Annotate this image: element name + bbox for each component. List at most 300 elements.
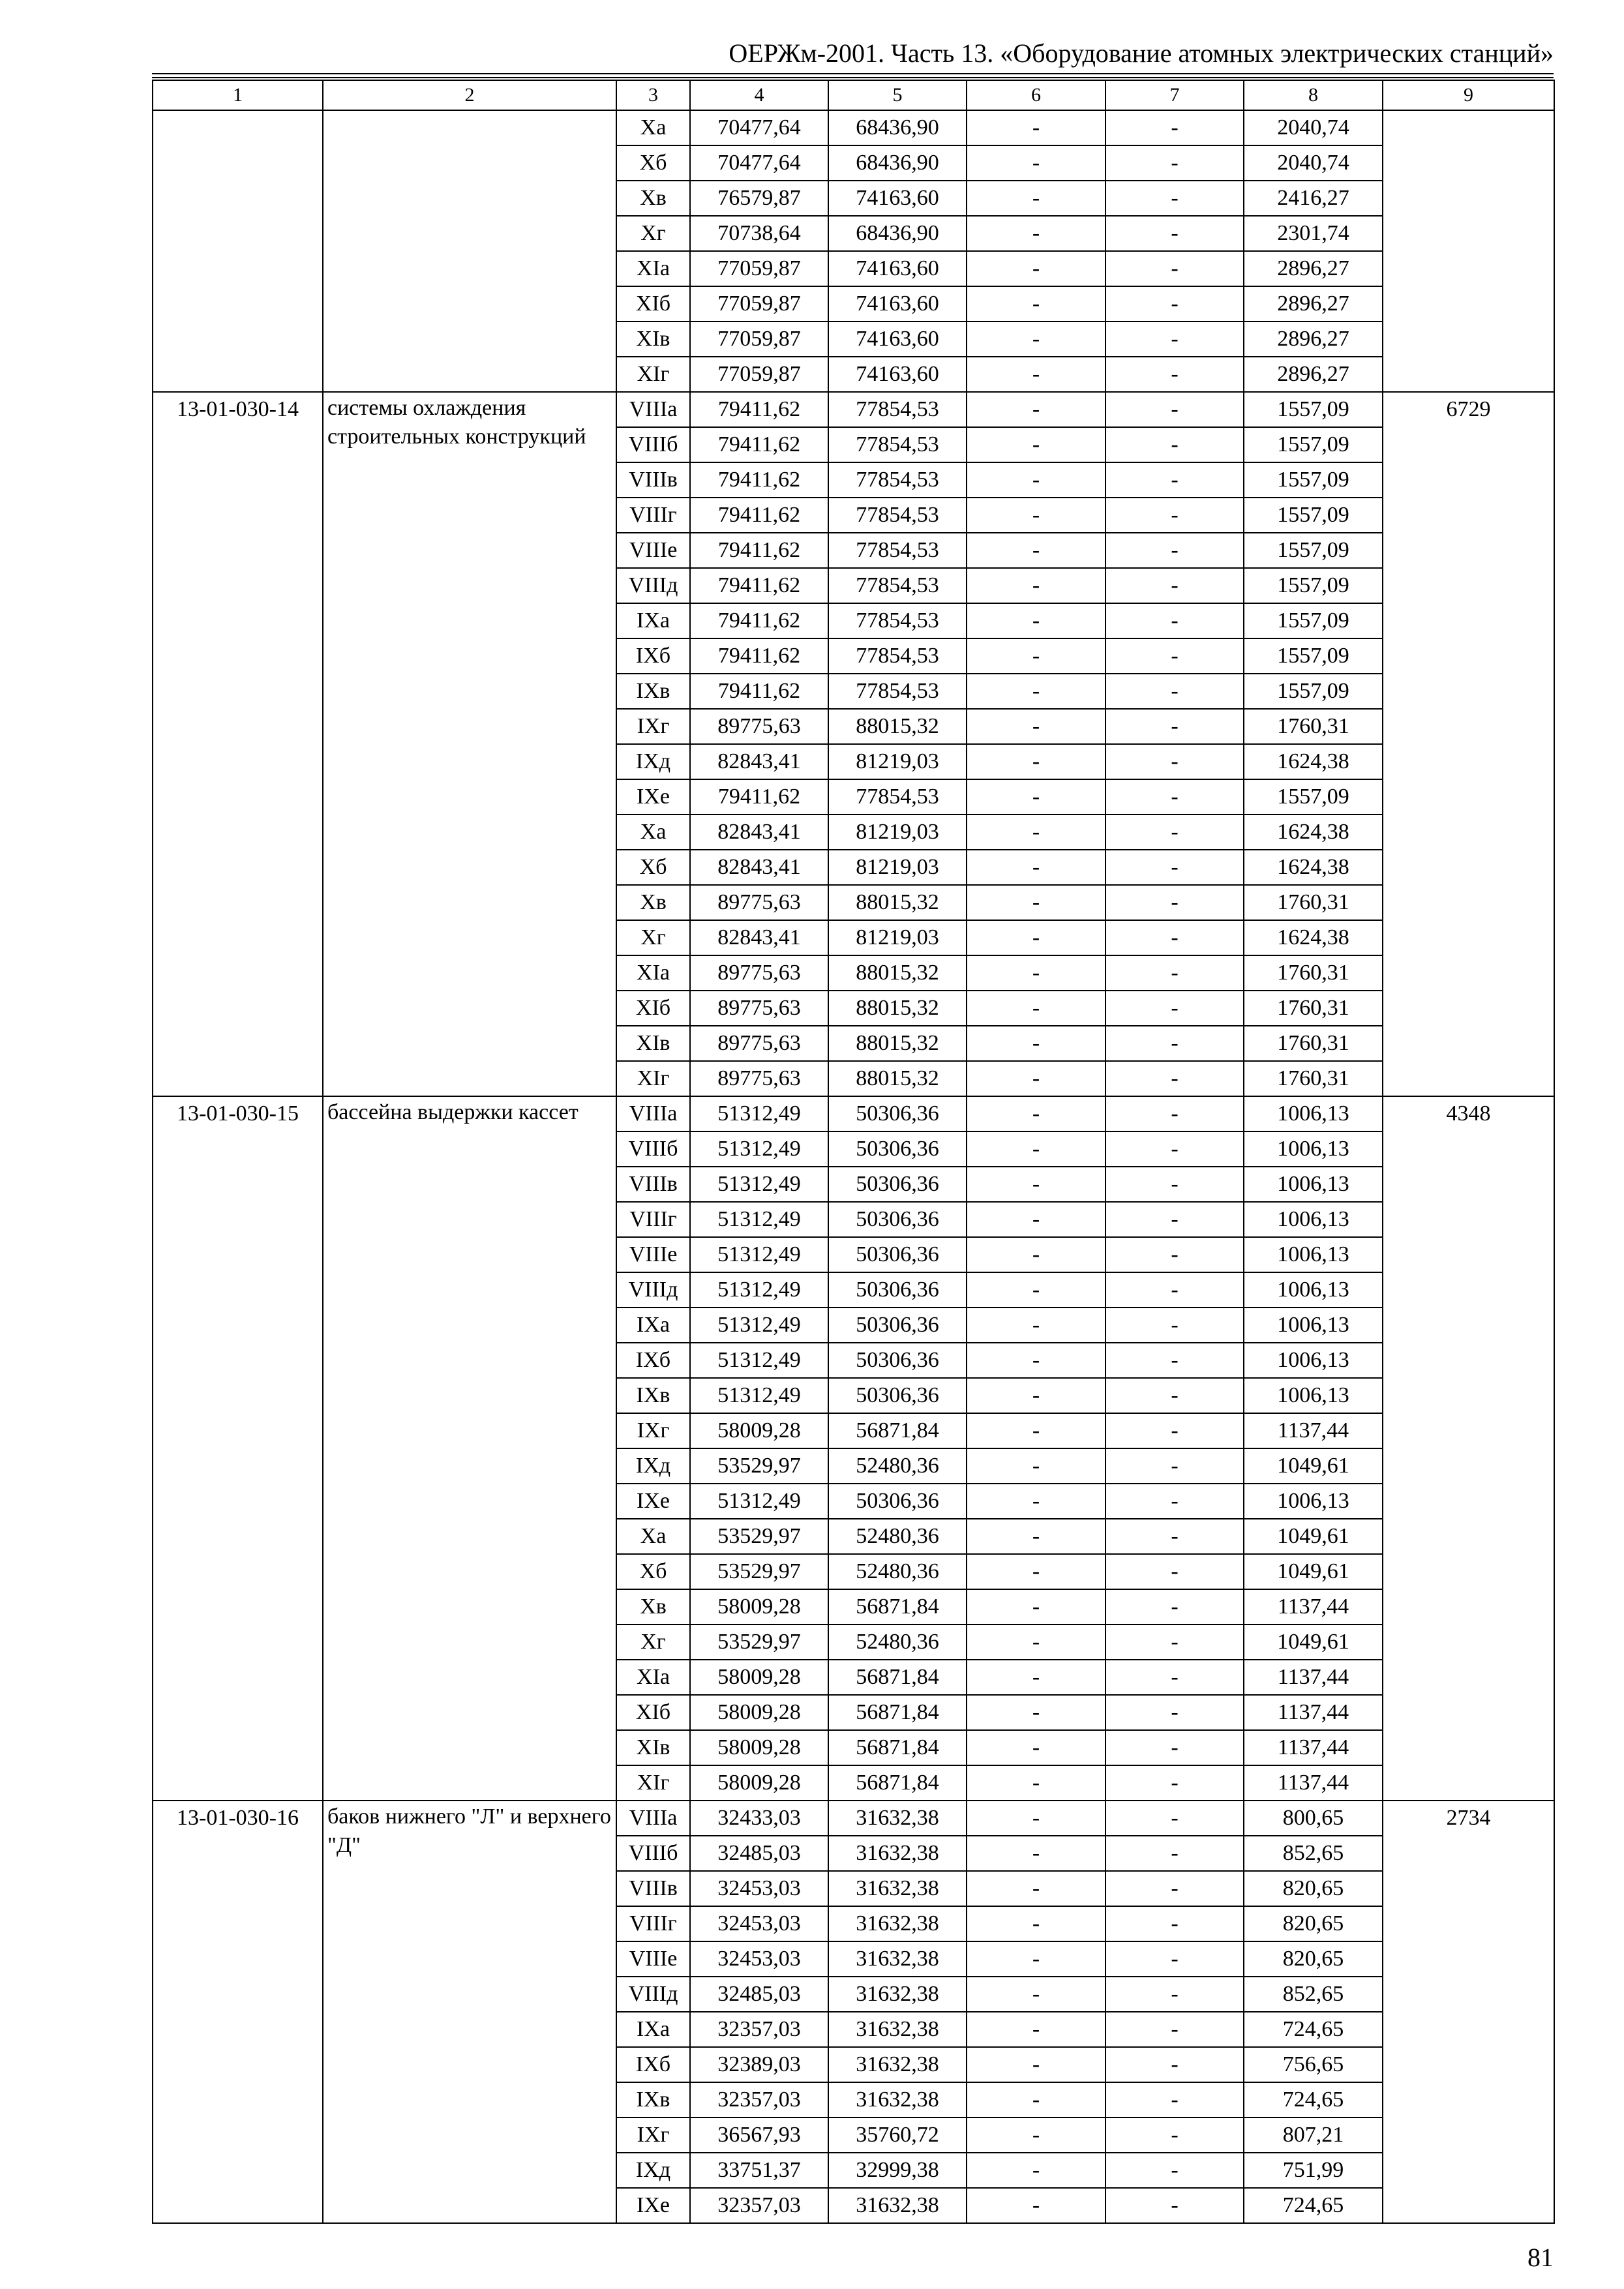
table-body <box>153 80 1554 2223</box>
materials-cost: 724,65 <box>1244 2012 1383 2047</box>
wage-cost: - <box>967 533 1105 568</box>
total-cost: 70477,64 <box>690 145 828 181</box>
zone-code: Xб <box>616 1554 690 1589</box>
zone-code: Xб <box>616 850 690 885</box>
zone-code: IXб <box>616 1343 690 1378</box>
total-cost: 32433,03 <box>690 1801 828 1836</box>
wage-cost: - <box>967 145 1105 181</box>
machine-cost: - <box>1105 1801 1244 1836</box>
machine-cost: - <box>1105 815 1244 850</box>
zone-code: VIIIд <box>616 1272 690 1308</box>
materials-cost: 1557,09 <box>1244 533 1383 568</box>
machine-cost: - <box>1105 744 1244 779</box>
total-cost: 51312,49 <box>690 1378 828 1413</box>
equipment-cost: 74163,60 <box>828 181 967 216</box>
equipment-cost: 31632,38 <box>828 1871 967 1906</box>
materials-cost: 2896,27 <box>1244 251 1383 286</box>
machine-cost: - <box>1105 357 1244 392</box>
zone-code: IXa <box>616 1308 690 1343</box>
materials-cost: 1006,13 <box>1244 1202 1383 1237</box>
zone-code: VIIIг <box>616 1202 690 1237</box>
equipment-cost: 31632,38 <box>828 2012 967 2047</box>
equipment-cost: 77854,53 <box>828 392 967 427</box>
materials-cost: 1049,61 <box>1244 1448 1383 1484</box>
column-number: 7 <box>1105 80 1244 110</box>
materials-cost: 1137,44 <box>1244 1413 1383 1448</box>
table-row <box>153 1801 1554 1836</box>
total-cost: 89775,63 <box>690 991 828 1026</box>
materials-cost: 2896,27 <box>1244 322 1383 357</box>
zone-code: Xa <box>616 110 690 145</box>
zone-code: XIб <box>616 1695 690 1730</box>
machine-cost: - <box>1105 1167 1244 1202</box>
equipment-cost: 77854,53 <box>828 462 967 498</box>
equipment-cost: 56871,84 <box>828 1589 967 1624</box>
materials-cost: 852,65 <box>1244 1836 1383 1871</box>
machine-cost: - <box>1105 674 1244 709</box>
running-header: ОЕРЖм-2001. Часть 13. «Оборудование атомных электрических станций» <box>729 38 1554 68</box>
materials-cost: 2040,74 <box>1244 110 1383 145</box>
equipment-cost: 56871,84 <box>828 1765 967 1801</box>
equipment-cost: 77854,53 <box>828 674 967 709</box>
materials-cost: 1049,61 <box>1244 1519 1383 1554</box>
total-cost: 32453,03 <box>690 1906 828 1941</box>
wage-cost: - <box>967 1413 1105 1448</box>
materials-cost: 1006,13 <box>1244 1131 1383 1167</box>
total-cost: 79411,62 <box>690 533 828 568</box>
wage-cost: - <box>967 1484 1105 1519</box>
wage-cost: - <box>967 2117 1105 2153</box>
materials-cost: 1137,44 <box>1244 1730 1383 1765</box>
total-cost: 51312,49 <box>690 1131 828 1167</box>
materials-cost: 1006,13 <box>1244 1272 1383 1308</box>
materials-cost: 1624,38 <box>1244 850 1383 885</box>
zone-code: Xa <box>616 815 690 850</box>
machine-cost: - <box>1105 1308 1244 1343</box>
zone-code: XIг <box>616 1765 690 1801</box>
total-cost: 89775,63 <box>690 885 828 920</box>
machine-cost: - <box>1105 181 1244 216</box>
total-cost: 79411,62 <box>690 462 828 498</box>
wage-cost: - <box>967 955 1105 991</box>
total-cost: 70738,64 <box>690 216 828 251</box>
total-cost: 32485,03 <box>690 1977 828 2012</box>
wage-cost: - <box>967 674 1105 709</box>
materials-cost: 2301,74 <box>1244 216 1383 251</box>
wage-cost: - <box>967 1660 1105 1695</box>
materials-cost: 807,21 <box>1244 2117 1383 2153</box>
equipment-cost: 50306,36 <box>828 1202 967 1237</box>
equipment-cost: 56871,84 <box>828 1695 967 1730</box>
machine-cost: - <box>1105 1448 1244 1484</box>
zone-code: VIIIв <box>616 462 690 498</box>
zone-code: IXa <box>616 603 690 638</box>
equipment-cost: 88015,32 <box>828 955 967 991</box>
zone-code: VIIIд <box>616 568 690 603</box>
zone-code: XIa <box>616 1660 690 1695</box>
column-number: 6 <box>967 80 1105 110</box>
column-number: 5 <box>828 80 967 110</box>
total-cost: 89775,63 <box>690 955 828 991</box>
wage-cost: - <box>967 1871 1105 1906</box>
zone-code: IXa <box>616 2012 690 2047</box>
materials-cost: 1557,09 <box>1244 462 1383 498</box>
wage-cost: - <box>967 1131 1105 1167</box>
wage-cost: - <box>967 603 1105 638</box>
equipment-cost: 52480,36 <box>828 1624 967 1660</box>
equipment-cost: 50306,36 <box>828 1272 967 1308</box>
zone-code: IXe <box>616 779 690 815</box>
materials-cost: 1557,09 <box>1244 779 1383 815</box>
equipment-cost: 32999,38 <box>828 2153 967 2188</box>
total-cost: 79411,62 <box>690 392 828 427</box>
machine-cost: - <box>1105 216 1244 251</box>
machine-cost: - <box>1105 1871 1244 1906</box>
total-cost: 51312,49 <box>690 1308 828 1343</box>
equipment-cost: 31632,38 <box>828 2082 967 2117</box>
wage-cost: - <box>967 392 1105 427</box>
wage-cost: - <box>967 779 1105 815</box>
wage-cost: - <box>967 1695 1105 1730</box>
equipment-cost: 50306,36 <box>828 1237 967 1272</box>
zone-code: VIIIб <box>616 427 690 462</box>
zone-code: VIIIг <box>616 498 690 533</box>
total-cost: 33751,37 <box>690 2153 828 2188</box>
machine-cost: - <box>1105 1730 1244 1765</box>
machine-cost: - <box>1105 1941 1244 1977</box>
zone-code: Xв <box>616 885 690 920</box>
machine-cost: - <box>1105 1202 1244 1237</box>
item-name: бассейна выдержки кассет <box>323 1096 616 1801</box>
machine-cost: - <box>1105 1554 1244 1589</box>
total-cost: 51312,49 <box>690 1237 828 1272</box>
zone-code: XIa <box>616 251 690 286</box>
machine-cost: - <box>1105 638 1244 674</box>
total-cost: 82843,41 <box>690 920 828 955</box>
total-cost: 76579,87 <box>690 181 828 216</box>
materials-cost: 1760,31 <box>1244 991 1383 1026</box>
materials-cost: 1760,31 <box>1244 885 1383 920</box>
item-quantity: 2734 <box>1383 1801 1554 2223</box>
total-cost: 77059,87 <box>690 322 828 357</box>
wage-cost: - <box>967 1096 1105 1131</box>
wage-cost: - <box>967 1061 1105 1096</box>
equipment-cost: 56871,84 <box>828 1413 967 1448</box>
materials-cost: 1006,13 <box>1244 1308 1383 1343</box>
total-cost: 77059,87 <box>690 286 828 322</box>
total-cost: 51312,49 <box>690 1202 828 1237</box>
equipment-cost: 56871,84 <box>828 1730 967 1765</box>
column-number: 1 <box>153 80 323 110</box>
total-cost: 82843,41 <box>690 815 828 850</box>
equipment-cost: 52480,36 <box>828 1448 967 1484</box>
machine-cost: - <box>1105 1765 1244 1801</box>
materials-cost: 724,65 <box>1244 2188 1383 2223</box>
wage-cost: - <box>967 1624 1105 1660</box>
total-cost: 53529,97 <box>690 1519 828 1554</box>
total-cost: 51312,49 <box>690 1272 828 1308</box>
zone-code: IXв <box>616 1378 690 1413</box>
equipment-cost: 68436,90 <box>828 145 967 181</box>
zone-code: VIIIe <box>616 533 690 568</box>
table-row <box>153 1096 1554 1131</box>
wage-cost: - <box>967 2082 1105 2117</box>
zone-code: XIб <box>616 991 690 1026</box>
equipment-cost: 74163,60 <box>828 251 967 286</box>
table-row <box>153 392 1554 427</box>
price-table <box>152 80 1555 2224</box>
equipment-cost: 81219,03 <box>828 850 967 885</box>
materials-cost: 800,65 <box>1244 1801 1383 1836</box>
total-cost: 82843,41 <box>690 850 828 885</box>
materials-cost: 1137,44 <box>1244 1695 1383 1730</box>
materials-cost: 1624,38 <box>1244 920 1383 955</box>
zone-code: XIв <box>616 1026 690 1061</box>
machine-cost: - <box>1105 1695 1244 1730</box>
materials-cost: 1006,13 <box>1244 1343 1383 1378</box>
machine-cost: - <box>1105 850 1244 885</box>
zone-code: IXг <box>616 1413 690 1448</box>
materials-cost: 1557,09 <box>1244 427 1383 462</box>
equipment-cost: 50306,36 <box>828 1167 967 1202</box>
materials-cost: 1006,13 <box>1244 1378 1383 1413</box>
item-name <box>323 110 616 392</box>
machine-cost: - <box>1105 427 1244 462</box>
total-cost: 79411,62 <box>690 674 828 709</box>
machine-cost: - <box>1105 251 1244 286</box>
materials-cost: 2416,27 <box>1244 181 1383 216</box>
equipment-cost: 50306,36 <box>828 1308 967 1343</box>
total-cost: 82843,41 <box>690 744 828 779</box>
zone-code: IXг <box>616 2117 690 2153</box>
materials-cost: 1760,31 <box>1244 1026 1383 1061</box>
wage-cost: - <box>967 1202 1105 1237</box>
zone-code: XIг <box>616 1061 690 1096</box>
zone-code: Xг <box>616 920 690 955</box>
wage-cost: - <box>967 181 1105 216</box>
total-cost: 32357,03 <box>690 2188 828 2223</box>
materials-cost: 1006,13 <box>1244 1237 1383 1272</box>
equipment-cost: 88015,32 <box>828 709 967 744</box>
machine-cost: - <box>1105 1378 1244 1413</box>
zone-code: VIIIб <box>616 1131 690 1167</box>
equipment-cost: 56871,84 <box>828 1660 967 1695</box>
materials-cost: 1557,09 <box>1244 674 1383 709</box>
wage-cost: - <box>967 1237 1105 1272</box>
machine-cost: - <box>1105 1660 1244 1695</box>
column-number: 9 <box>1383 80 1554 110</box>
equipment-cost: 52480,36 <box>828 1519 967 1554</box>
equipment-cost: 88015,32 <box>828 991 967 1026</box>
machine-cost: - <box>1105 462 1244 498</box>
machine-cost: - <box>1105 1061 1244 1096</box>
zone-code: IXд <box>616 744 690 779</box>
wage-cost: - <box>967 286 1105 322</box>
wage-cost: - <box>967 1765 1105 1801</box>
equipment-cost: 77854,53 <box>828 533 967 568</box>
equipment-cost: 50306,36 <box>828 1343 967 1378</box>
machine-cost: - <box>1105 955 1244 991</box>
wage-cost: - <box>967 427 1105 462</box>
machine-cost: - <box>1105 1131 1244 1167</box>
materials-cost: 1557,09 <box>1244 603 1383 638</box>
equipment-cost: 74163,60 <box>828 322 967 357</box>
machine-cost: - <box>1105 779 1244 815</box>
zone-code: Xб <box>616 145 690 181</box>
zone-code: VIIIa <box>616 1801 690 1836</box>
wage-cost: - <box>967 110 1105 145</box>
equipment-cost: 77854,53 <box>828 603 967 638</box>
item-quantity: 6729 <box>1383 392 1554 1096</box>
materials-cost: 1557,09 <box>1244 498 1383 533</box>
wage-cost: - <box>967 991 1105 1026</box>
total-cost: 79411,62 <box>690 638 828 674</box>
column-number-row <box>153 80 1554 110</box>
total-cost: 36567,93 <box>690 2117 828 2153</box>
zone-code: XIб <box>616 286 690 322</box>
total-cost: 58009,28 <box>690 1695 828 1730</box>
wage-cost: - <box>967 1026 1105 1061</box>
total-cost: 32357,03 <box>690 2012 828 2047</box>
wage-cost: - <box>967 251 1105 286</box>
materials-cost: 820,65 <box>1244 1906 1383 1941</box>
total-cost: 51312,49 <box>690 1343 828 1378</box>
machine-cost: - <box>1105 991 1244 1026</box>
total-cost: 79411,62 <box>690 603 828 638</box>
zone-code: IXг <box>616 709 690 744</box>
total-cost: 89775,63 <box>690 1026 828 1061</box>
wage-cost: - <box>967 1343 1105 1378</box>
total-cost: 32485,03 <box>690 1836 828 1871</box>
wage-cost: - <box>967 1589 1105 1624</box>
machine-cost: - <box>1105 1977 1244 2012</box>
equipment-cost: 31632,38 <box>828 1836 967 1871</box>
total-cost: 58009,28 <box>690 1730 828 1765</box>
equipment-cost: 77854,53 <box>828 638 967 674</box>
total-cost: 77059,87 <box>690 251 828 286</box>
machine-cost: - <box>1105 568 1244 603</box>
column-number: 8 <box>1244 80 1383 110</box>
total-cost: 70477,64 <box>690 110 828 145</box>
wage-cost: - <box>967 322 1105 357</box>
total-cost: 58009,28 <box>690 1413 828 1448</box>
total-cost: 79411,62 <box>690 779 828 815</box>
total-cost: 51312,49 <box>690 1096 828 1131</box>
zone-code: IXд <box>616 1448 690 1484</box>
zone-code: IXб <box>616 638 690 674</box>
machine-cost: - <box>1105 145 1244 181</box>
wage-cost: - <box>967 885 1105 920</box>
total-cost: 58009,28 <box>690 1589 828 1624</box>
zone-code: VIIIa <box>616 1096 690 1131</box>
machine-cost: - <box>1105 1413 1244 1448</box>
machine-cost: - <box>1105 1906 1244 1941</box>
materials-cost: 1049,61 <box>1244 1554 1383 1589</box>
zone-code: IXe <box>616 1484 690 1519</box>
machine-cost: - <box>1105 603 1244 638</box>
equipment-cost: 74163,60 <box>828 286 967 322</box>
materials-cost: 1557,09 <box>1244 638 1383 674</box>
machine-cost: - <box>1105 2188 1244 2223</box>
page-number: 81 <box>1527 2243 1554 2272</box>
equipment-cost: 81219,03 <box>828 920 967 955</box>
item-quantity <box>1383 110 1554 392</box>
equipment-cost: 68436,90 <box>828 110 967 145</box>
wage-cost: - <box>967 1378 1105 1413</box>
materials-cost: 1760,31 <box>1244 1061 1383 1096</box>
wage-cost: - <box>967 850 1105 885</box>
machine-cost: - <box>1105 2153 1244 2188</box>
total-cost: 58009,28 <box>690 1765 828 1801</box>
equipment-cost: 31632,38 <box>828 1977 967 2012</box>
item-quantity: 4348 <box>1383 1096 1554 1801</box>
materials-cost: 1006,13 <box>1244 1484 1383 1519</box>
zone-code: VIIIв <box>616 1871 690 1906</box>
column-number: 2 <box>323 80 616 110</box>
wage-cost: - <box>967 638 1105 674</box>
materials-cost: 2040,74 <box>1244 145 1383 181</box>
wage-cost: - <box>967 709 1105 744</box>
wage-cost: - <box>967 815 1105 850</box>
machine-cost: - <box>1105 2117 1244 2153</box>
machine-cost: - <box>1105 1026 1244 1061</box>
equipment-cost: 77854,53 <box>828 427 967 462</box>
materials-cost: 1137,44 <box>1244 1660 1383 1695</box>
zone-code: Xг <box>616 216 690 251</box>
machine-cost: - <box>1105 533 1244 568</box>
item-code <box>153 110 323 392</box>
machine-cost: - <box>1105 920 1244 955</box>
zone-code: VIIIг <box>616 1906 690 1941</box>
machine-cost: - <box>1105 2012 1244 2047</box>
materials-cost: 1624,38 <box>1244 744 1383 779</box>
wage-cost: - <box>967 462 1105 498</box>
wage-cost: - <box>967 568 1105 603</box>
total-cost: 58009,28 <box>690 1660 828 1695</box>
zone-code: IXe <box>616 2188 690 2223</box>
equipment-cost: 50306,36 <box>828 1378 967 1413</box>
machine-cost: - <box>1105 1096 1244 1131</box>
materials-cost: 820,65 <box>1244 1941 1383 1977</box>
zone-code: Xв <box>616 1589 690 1624</box>
wage-cost: - <box>967 920 1105 955</box>
machine-cost: - <box>1105 2082 1244 2117</box>
zone-code: Xг <box>616 1624 690 1660</box>
table-row <box>153 110 1554 145</box>
wage-cost: - <box>967 1519 1105 1554</box>
materials-cost: 1557,09 <box>1244 392 1383 427</box>
materials-cost: 1049,61 <box>1244 1624 1383 1660</box>
total-cost: 77059,87 <box>690 357 828 392</box>
materials-cost: 1557,09 <box>1244 568 1383 603</box>
equipment-cost: 88015,32 <box>828 885 967 920</box>
total-cost: 32453,03 <box>690 1871 828 1906</box>
zone-code: XIв <box>616 1730 690 1765</box>
materials-cost: 852,65 <box>1244 1977 1383 2012</box>
wage-cost: - <box>967 2012 1105 2047</box>
wage-cost: - <box>967 357 1105 392</box>
zone-code: VIIIв <box>616 1167 690 1202</box>
materials-cost: 1624,38 <box>1244 815 1383 850</box>
equipment-cost: 77854,53 <box>828 779 967 815</box>
equipment-cost: 81219,03 <box>828 815 967 850</box>
zone-code: Xa <box>616 1519 690 1554</box>
machine-cost: - <box>1105 1237 1244 1272</box>
zone-code: XIг <box>616 357 690 392</box>
machine-cost: - <box>1105 322 1244 357</box>
equipment-cost: 50306,36 <box>828 1096 967 1131</box>
wage-cost: - <box>967 2188 1105 2223</box>
